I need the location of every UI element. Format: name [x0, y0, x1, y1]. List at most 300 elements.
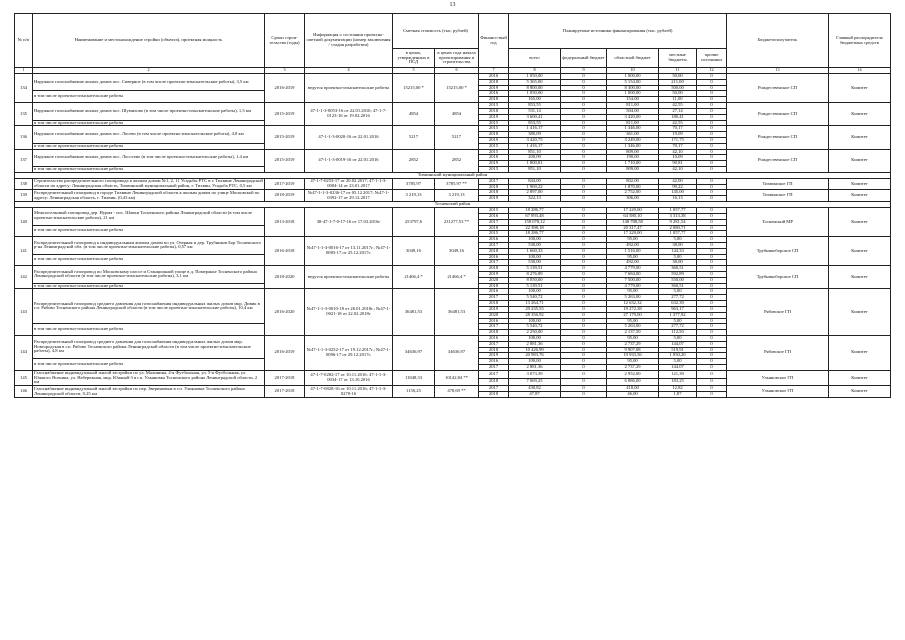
table-row — [15, 289, 891, 295]
year-cell: 2018 — [479, 266, 509, 272]
oth-cell: 0 — [697, 242, 727, 248]
fed-cell: 0 — [561, 277, 607, 283]
header-name: Наименование и местонахождение стройки (объекта), проектная мощность — [33, 14, 265, 68]
docs-cell: №47-1-1-3-0236-17 от 05.12.2017; №47-1-0392-17 от 29.12.2017 — [305, 190, 393, 202]
year-cell: 2015 — [479, 143, 509, 149]
object-name-cell: Распределительный газопровод среднего давления для газоснабжения индивидуальных жилых домов мкр. Новгородская в г.п. Рябово Тосненского района Ленинградской области (в том числе проектно-изыскательские работы), 4,8 км — [33, 335, 265, 358]
manager-cell: Комитет — [829, 386, 891, 398]
oth-cell: 0 — [697, 330, 727, 336]
fed-cell: 0 — [561, 306, 607, 312]
oth-cell: 0 — [697, 161, 727, 167]
loc-cell: 10,09 — [659, 155, 697, 161]
reg-cell: 1 870,00 — [607, 184, 659, 190]
year-cell: 2017 — [479, 365, 509, 371]
total-cell: 100,00 — [509, 335, 561, 341]
loc-cell: 211,00 — [659, 79, 697, 85]
fed-cell: 0 — [561, 97, 607, 103]
manager-cell: Комитет — [829, 208, 891, 237]
reg-cell: 95,00 — [607, 289, 659, 295]
total-cell: 1 800,81 — [509, 161, 561, 167]
oth-cell: 0 — [697, 341, 727, 347]
reg-cell: 1 710,00 — [607, 161, 659, 167]
reg-cell: 2 737,29 — [607, 365, 659, 371]
reg-cell: 492,00 — [607, 242, 659, 248]
manager-cell: Комитет — [829, 289, 891, 336]
fed-cell: 0 — [561, 114, 607, 120]
term-cell: 2015-2019 — [265, 149, 305, 172]
object-name-cell: Наружное газоснабжение жилых домов пос. Лосево (в том числе проектно-изыскательские работы), 4,8 км — [33, 126, 265, 143]
loc-cell: 183,25 — [659, 378, 697, 386]
table-row — [15, 266, 891, 272]
year-cell: 2015 — [479, 208, 509, 214]
fed-cell: 0 — [561, 91, 607, 97]
cost-b-cell: 3049,16 — [435, 237, 479, 266]
oth-cell: 0 — [697, 260, 727, 266]
year-cell: 2017 — [479, 295, 509, 301]
oth-cell: 0 — [697, 353, 727, 359]
column-index-cell: 3 — [265, 68, 305, 74]
reg-cell: 20 317,47 — [607, 225, 659, 231]
loc-cell: 42,10 — [659, 167, 697, 173]
row-number-cell: 134 — [15, 74, 33, 103]
loc-cell: 12,82 — [659, 386, 697, 392]
oth-cell: 0 — [697, 74, 727, 80]
docs-cell: 47-1-7-0828-16 от 10.11.2016; 47-1-1-3-0270-16 — [305, 386, 393, 398]
loc-cell: 1 377,92 — [659, 312, 697, 318]
oth-cell: 0 — [697, 213, 727, 219]
fed-cell: 0 — [561, 120, 607, 126]
loc-cell: 632,39 — [659, 301, 697, 307]
fed-cell: 0 — [561, 108, 607, 114]
year-cell: 2020 — [479, 277, 509, 283]
year-cell: 2018 — [479, 108, 509, 114]
fed-cell: 0 — [561, 79, 607, 85]
oth-cell: 0 — [697, 85, 727, 91]
reg-cell: 4 779,00 — [607, 266, 659, 272]
cost-b-cell: 34636,97 — [435, 335, 479, 370]
reg-cell: 811,00 — [607, 103, 659, 109]
fed-cell: 0 — [561, 178, 607, 184]
fed-cell: 0 — [561, 335, 607, 341]
term-cell: 2015-2019 — [265, 103, 305, 126]
column-index-cell: 10 — [607, 68, 659, 74]
total-cell: 3 420,75 — [509, 137, 561, 143]
total-cell: 5 540,72 — [509, 324, 561, 330]
table-row — [15, 386, 891, 392]
term-cell: 2018-2019 — [265, 190, 305, 202]
loc-cell: 16,13 — [659, 196, 697, 202]
year-cell: 2015 — [479, 167, 509, 173]
cost-a-cell: 3049,16 — [393, 237, 435, 266]
oth-cell: 0 — [697, 126, 727, 132]
total-cell: 530,00 — [509, 260, 561, 266]
total-cell: 1 660,33 — [509, 248, 561, 254]
reg-cell: 4 779,00 — [607, 283, 659, 289]
loc-cell: 38,00 — [659, 260, 697, 266]
header-loc: местные бюджеты — [659, 49, 697, 68]
cost-a-cell: 21466,4 * — [393, 266, 435, 289]
cost-b-cell: 3 219,13 — [435, 190, 479, 202]
object-name-cell: Газоснабжение индивидуальной жилой застройки по пер. Звериновым в г.п. Ульяновка Тосненского района Ленинградской области, 0,25 км — [33, 386, 265, 398]
table-body — [15, 74, 891, 398]
total-cell: 100,00 — [509, 237, 561, 243]
table-row — [15, 190, 891, 196]
total-cell: 5 365,00 — [509, 79, 561, 85]
loc-cell: 5,00 — [659, 237, 697, 243]
object-name-cell: Распределительный газопровод по Московскому шоссе и Станционной улице в д. Померанье Тосненского района Ленинградской области (в том числе проектно-изыскательские работы), 3,1 км — [33, 266, 265, 283]
table-row — [15, 237, 891, 243]
year-cell: 2015 — [479, 103, 509, 109]
object-subline-cell: в том числе проектно-изыскательские работы — [33, 91, 265, 103]
cost-b-cell: 478,69 ** — [435, 386, 479, 398]
total-cell: 3 073,39 — [509, 370, 561, 378]
row-number-cell: 135 — [15, 103, 33, 126]
recipient-cell: Рождественское СП — [727, 149, 829, 172]
header-cost: Сметная стоимость (тыс. рублей) — [393, 14, 479, 49]
year-cell: 2018 — [479, 330, 509, 336]
total-cell: 530,00 — [509, 242, 561, 248]
year-cell: 2019 — [479, 272, 509, 278]
total-cell: 13 264,71 — [509, 301, 561, 307]
oth-cell: 0 — [697, 283, 727, 289]
year-cell: 2018 — [479, 132, 509, 138]
recipient-cell: Ульяновское ГП — [727, 370, 829, 385]
cost-a-cell: 253797,6 — [393, 208, 435, 237]
loc-cell: 519,91 — [659, 347, 697, 353]
year-cell: 2016 — [479, 359, 509, 365]
reg-cell: 2 952,00 — [607, 370, 659, 378]
fed-cell: 0 — [561, 132, 607, 138]
table-row — [15, 126, 891, 132]
row-number-cell: 136 — [15, 126, 33, 149]
reg-cell: 6 886,00 — [607, 378, 659, 386]
reg-cell: 5 154,00 — [607, 79, 659, 85]
loc-cell: 360,51 — [659, 266, 697, 272]
fed-cell: 0 — [561, 184, 607, 190]
table-row — [15, 335, 891, 341]
fed-cell: 0 — [561, 386, 607, 392]
reg-cell: 19 272,38 — [607, 306, 659, 312]
year-cell: 2017 — [479, 178, 509, 184]
fed-cell: 0 — [561, 260, 607, 266]
section-title: Тосненский район — [15, 202, 891, 208]
docs-cell: №47-1-1-3-0252-17 от 19.12.2017г.; №47-1-0096-17 от 29.12.2017г. — [305, 335, 393, 370]
year-cell: 2017 — [479, 260, 509, 266]
year-cell: 2018 — [479, 97, 509, 103]
total-cell: 430,82 — [509, 386, 561, 392]
year-cell: 2017 — [479, 370, 509, 378]
loc-cell: 145,00 — [659, 190, 697, 196]
fed-cell: 0 — [561, 143, 607, 149]
fed-cell: 0 — [561, 155, 607, 161]
reg-cell: 5 263,00 — [607, 324, 659, 330]
column-index-cell: 9 — [561, 68, 607, 74]
loc-cell: 9 281,54 — [659, 219, 697, 225]
cost-a-cell: 34636,97 — [393, 335, 435, 370]
loc-cell: 277,72 — [659, 324, 697, 330]
object-name-cell: Распределительный газопровод в городе Тихвине Ленинградской области к жилым домам по улице Московской по адресу: Ленинградская область, г. Тихвин, (0,43 км) — [33, 190, 265, 202]
loc-cell: 121,39 — [659, 370, 697, 378]
manager-cell: Комитет — [829, 74, 891, 103]
oth-cell: 0 — [697, 167, 727, 173]
fed-cell: 0 — [561, 392, 607, 398]
loc-cell: 38,00 — [659, 242, 697, 248]
oth-cell: 0 — [697, 79, 727, 85]
loc-cell: 42,55 — [659, 120, 697, 126]
fed-cell: 0 — [561, 312, 607, 318]
reg-cell: 9 907,08 — [607, 347, 659, 353]
cost-a-cell: 15215,00 * — [393, 74, 435, 103]
year-cell: 2018 — [479, 184, 509, 190]
oth-cell: 0 — [697, 295, 727, 301]
reg-cell: 2 752,00 — [607, 190, 659, 196]
loc-cell: 19,09 — [659, 132, 697, 138]
header-reg: областной бюджет — [607, 49, 659, 68]
year-cell: 2019 — [479, 353, 509, 359]
object-subline-cell: в том числе проектно-изыскательские работы — [33, 143, 265, 149]
header-fed: федеральный бюджет — [561, 49, 607, 68]
financing-table — [14, 13, 891, 398]
term-cell: 2016-2019 — [265, 74, 305, 103]
fed-cell: 0 — [561, 248, 607, 254]
total-cell: 29 235,55 — [509, 306, 561, 312]
reg-cell: 154,00 — [607, 97, 659, 103]
loc-cell: 550,00 — [659, 277, 697, 283]
term-cell: 2016-2018 — [265, 237, 305, 266]
reg-cell: 1 516,00 — [607, 248, 659, 254]
recipient-cell: Тихвинское ГП — [727, 190, 829, 202]
total-cell: 100,00 — [509, 318, 561, 324]
reg-cell: 3 249,00 — [607, 137, 659, 143]
total-cell: 851,10 — [509, 149, 561, 155]
manager-cell: Комитет — [829, 266, 891, 289]
object-subline-cell: в том числе проектно-изыскательские работы — [33, 359, 265, 371]
column-index-cell: 7 — [479, 68, 509, 74]
recipient-cell: Рождественское СП — [727, 103, 829, 126]
fed-cell: 0 — [561, 103, 607, 109]
loc-cell: 5,00 — [659, 335, 697, 341]
year-cell: 2017 — [479, 324, 509, 330]
cost-b-cell: 15215,00 * — [435, 74, 479, 103]
cost-b-cell: 231277,53 ** — [435, 208, 479, 237]
reg-cell: 361,00 — [607, 132, 659, 138]
oth-cell: 0 — [697, 335, 727, 341]
year-cell: 2017 — [479, 341, 509, 347]
column-index-cell: 4 — [305, 68, 393, 74]
table-row — [15, 178, 891, 184]
term-cell: 2017-2018 — [265, 386, 305, 398]
reg-cell: 95,00 — [607, 318, 659, 324]
reg-cell: 802,00 — [607, 178, 659, 184]
loc-cell: 3 313,38 — [659, 213, 697, 219]
loc-cell: 2 080,71 — [659, 225, 697, 231]
year-cell: 2016 — [479, 254, 509, 260]
total-cell: 20 983,76 — [509, 353, 561, 359]
oth-cell: 0 — [697, 143, 727, 149]
object-subline-cell: в том числе проектно-изыскательские работы — [33, 120, 265, 126]
fed-cell: 0 — [561, 74, 607, 80]
cost-a-cell: 5217 — [393, 126, 435, 149]
loc-cell: 144,33 — [659, 248, 697, 254]
fed-cell: 0 — [561, 272, 607, 278]
fed-cell: 0 — [561, 353, 607, 359]
recipient-cell: Трубникоборское СП — [727, 237, 829, 266]
fed-cell: 0 — [561, 347, 607, 353]
total-cell: 3 600,41 — [509, 114, 561, 120]
reg-cell: 148 788,58 — [607, 219, 659, 225]
column-index-cell: 13 — [727, 68, 829, 74]
fed-cell: 0 — [561, 167, 607, 173]
total-cell: 5 540,72 — [509, 295, 561, 301]
fed-cell: 0 — [561, 289, 607, 295]
oth-cell: 0 — [697, 365, 727, 371]
term-cell: 2017-2019 — [265, 178, 305, 190]
oth-cell: 0 — [697, 114, 727, 120]
oth-cell: 0 — [697, 318, 727, 324]
reg-cell: 8 300,00 — [607, 85, 659, 91]
total-cell: 10 426,99 — [509, 347, 561, 353]
total-cell: 67 893,48 — [509, 213, 561, 219]
cost-b-cell: 21466,4 * — [435, 266, 479, 289]
row-number-cell: 146 — [15, 386, 33, 398]
loc-cell: 112,50 — [659, 330, 697, 336]
cost-a-cell: 3785,97 — [393, 178, 435, 190]
header-total: всего — [509, 49, 561, 68]
fed-cell: 0 — [561, 359, 607, 365]
fed-cell: 0 — [561, 137, 607, 143]
oth-cell: 0 — [697, 324, 727, 330]
loc-cell: 1,87 — [659, 392, 697, 398]
row-number-cell: 141 — [15, 237, 33, 266]
term-cell: 2017-2018 — [265, 370, 305, 385]
total-cell: 5 139,51 — [509, 266, 561, 272]
year-cell: 2018 — [479, 190, 509, 196]
year-cell: 2018 — [479, 347, 509, 353]
column-index-cell: 11 — [659, 68, 697, 74]
fed-cell: 0 — [561, 330, 607, 336]
loc-cell: 592,89 — [659, 272, 697, 278]
fed-cell: 0 — [561, 301, 607, 307]
reg-cell: 1 000,00 — [607, 91, 659, 97]
recipient-cell: Ульяновское ГП — [727, 386, 829, 398]
column-index-cell: 8 — [509, 68, 561, 74]
docs-cell: №47-1-1-3-0016-17 от 13.11.2017г.; №47-1-0083-17 от 25.12.2017г. — [305, 237, 393, 266]
oth-cell: 0 — [697, 306, 727, 312]
object-name-cell: Межпоселковый газопровод дер. Нурма - пос. Шапки Тосненского района Ленинградской области (в том числе проектно-изыскательские работы), 21 км — [33, 208, 265, 225]
total-cell: 1 416,17 — [509, 126, 561, 132]
year-cell: 2016 — [479, 318, 509, 324]
loc-cell: 277,72 — [659, 295, 697, 301]
total-cell: 2 881,36 — [509, 365, 561, 371]
fed-cell: 0 — [561, 295, 607, 301]
reg-cell: 95,00 — [607, 335, 659, 341]
fed-cell: 0 — [561, 196, 607, 202]
oth-cell: 0 — [697, 254, 727, 260]
total-cell: 200,09 — [509, 155, 561, 161]
fed-cell: 0 — [561, 161, 607, 167]
year-cell: 2019 — [479, 85, 509, 91]
docs-cell: 47-1-1-3-0020-16 от 22.01.2016 — [305, 126, 393, 149]
table-row — [15, 103, 891, 109]
total-cell: 844,00 — [509, 178, 561, 184]
manager-cell: Комитет — [829, 237, 891, 266]
total-cell: 28 356,92 — [509, 312, 561, 318]
header-cost-a: в ценах, утвержденных в ПСД — [393, 49, 435, 68]
object-subline-cell: в том числе проектно-изыскательские работы — [33, 254, 265, 266]
table-row — [15, 149, 891, 155]
object-subline-cell: в том числе проектно-изыскательские работы — [33, 167, 265, 173]
cost-a-cell: 2852 — [393, 149, 435, 172]
manager-cell: Комитет — [829, 149, 891, 172]
object-name-cell: Газоснабжение индивидуальной жилой застройки по ул. Малинина, 4-я Футбольная, ул. 5-я Футбольная, ул. Южного Ясеника, ул. Набережная, мкр. Южный-3 в г.п. Ульяновка Тосненского района Ленинградской области, 2 км — [33, 370, 265, 385]
loc-cell: 5,00 — [659, 289, 697, 295]
header-oth: прочие источники — [697, 49, 727, 68]
oth-cell: 0 — [697, 248, 727, 254]
reg-cell: 46,00 — [607, 392, 659, 398]
term-cell: 2018-2020 — [265, 266, 305, 289]
row-number-cell: 144 — [15, 335, 33, 370]
loc-cell: 144,07 — [659, 365, 697, 371]
row-number-cell: 137 — [15, 149, 33, 172]
table-row — [15, 74, 891, 80]
header-plan: Планируемые источники финансирования (тыс. рублей) — [509, 14, 727, 49]
total-cell: 22 398,18 — [509, 225, 561, 231]
reg-cell: 2 737,29 — [607, 341, 659, 347]
table-row — [15, 208, 891, 214]
total-cell: 158 070,12 — [509, 219, 561, 225]
oth-cell: 0 — [697, 301, 727, 307]
column-index-cell: 1 — [15, 68, 33, 74]
oth-cell: 0 — [697, 190, 727, 196]
page-number: 13 — [449, 2, 456, 8]
oth-cell: 0 — [697, 237, 727, 243]
year-cell: 2018 — [479, 155, 509, 161]
reg-cell: 504,00 — [607, 108, 659, 114]
term-cell: 2016-2020 — [265, 289, 305, 336]
fed-cell: 0 — [561, 370, 607, 378]
total-cell: 1 416,17 — [509, 143, 561, 149]
oth-cell: 0 — [697, 91, 727, 97]
year-cell: 2015 — [479, 126, 509, 132]
reg-cell: 12 632,32 — [607, 301, 659, 307]
docs-cell: ведутся проектно-изыскательские работы — [305, 74, 393, 103]
oth-cell: 0 — [697, 347, 727, 353]
year-cell: 2015 — [479, 120, 509, 126]
oth-cell: 0 — [697, 97, 727, 103]
docs-cell: ведутся проектно-изыскательские работы — [305, 266, 393, 289]
manager-cell: Комитет — [829, 126, 891, 149]
year-cell: 2018 — [479, 79, 509, 85]
oth-cell: 0 — [697, 386, 727, 392]
fed-cell: 0 — [561, 318, 607, 324]
reg-cell: 27 179,00 — [607, 312, 659, 318]
fed-cell: 0 — [561, 266, 607, 272]
year-cell: 2016 — [479, 237, 509, 243]
section-title: Тихвинский муниципальный район — [15, 172, 891, 178]
term-cell: 2015-2019 — [265, 126, 305, 149]
loc-cell: 500,00 — [659, 85, 697, 91]
loc-cell: 90,81 — [659, 161, 697, 167]
docs-cell: 47-1-7-0282-17 от 10.11.2016; 47-1-1-3-0034-17 от 13.10.2016 — [305, 370, 393, 385]
reg-cell: 17 229,00 — [607, 231, 659, 237]
oth-cell: 0 — [697, 219, 727, 225]
docs-cell: 47-1-1-3-0019-16 от 22.01.2016 — [305, 149, 393, 172]
reg-cell: 95,00 — [607, 254, 659, 260]
fed-cell: 0 — [561, 324, 607, 330]
year-cell: 2019 — [479, 137, 509, 143]
reg-cell: 190,00 — [607, 155, 659, 161]
loc-cell: 42,00 — [659, 178, 697, 184]
